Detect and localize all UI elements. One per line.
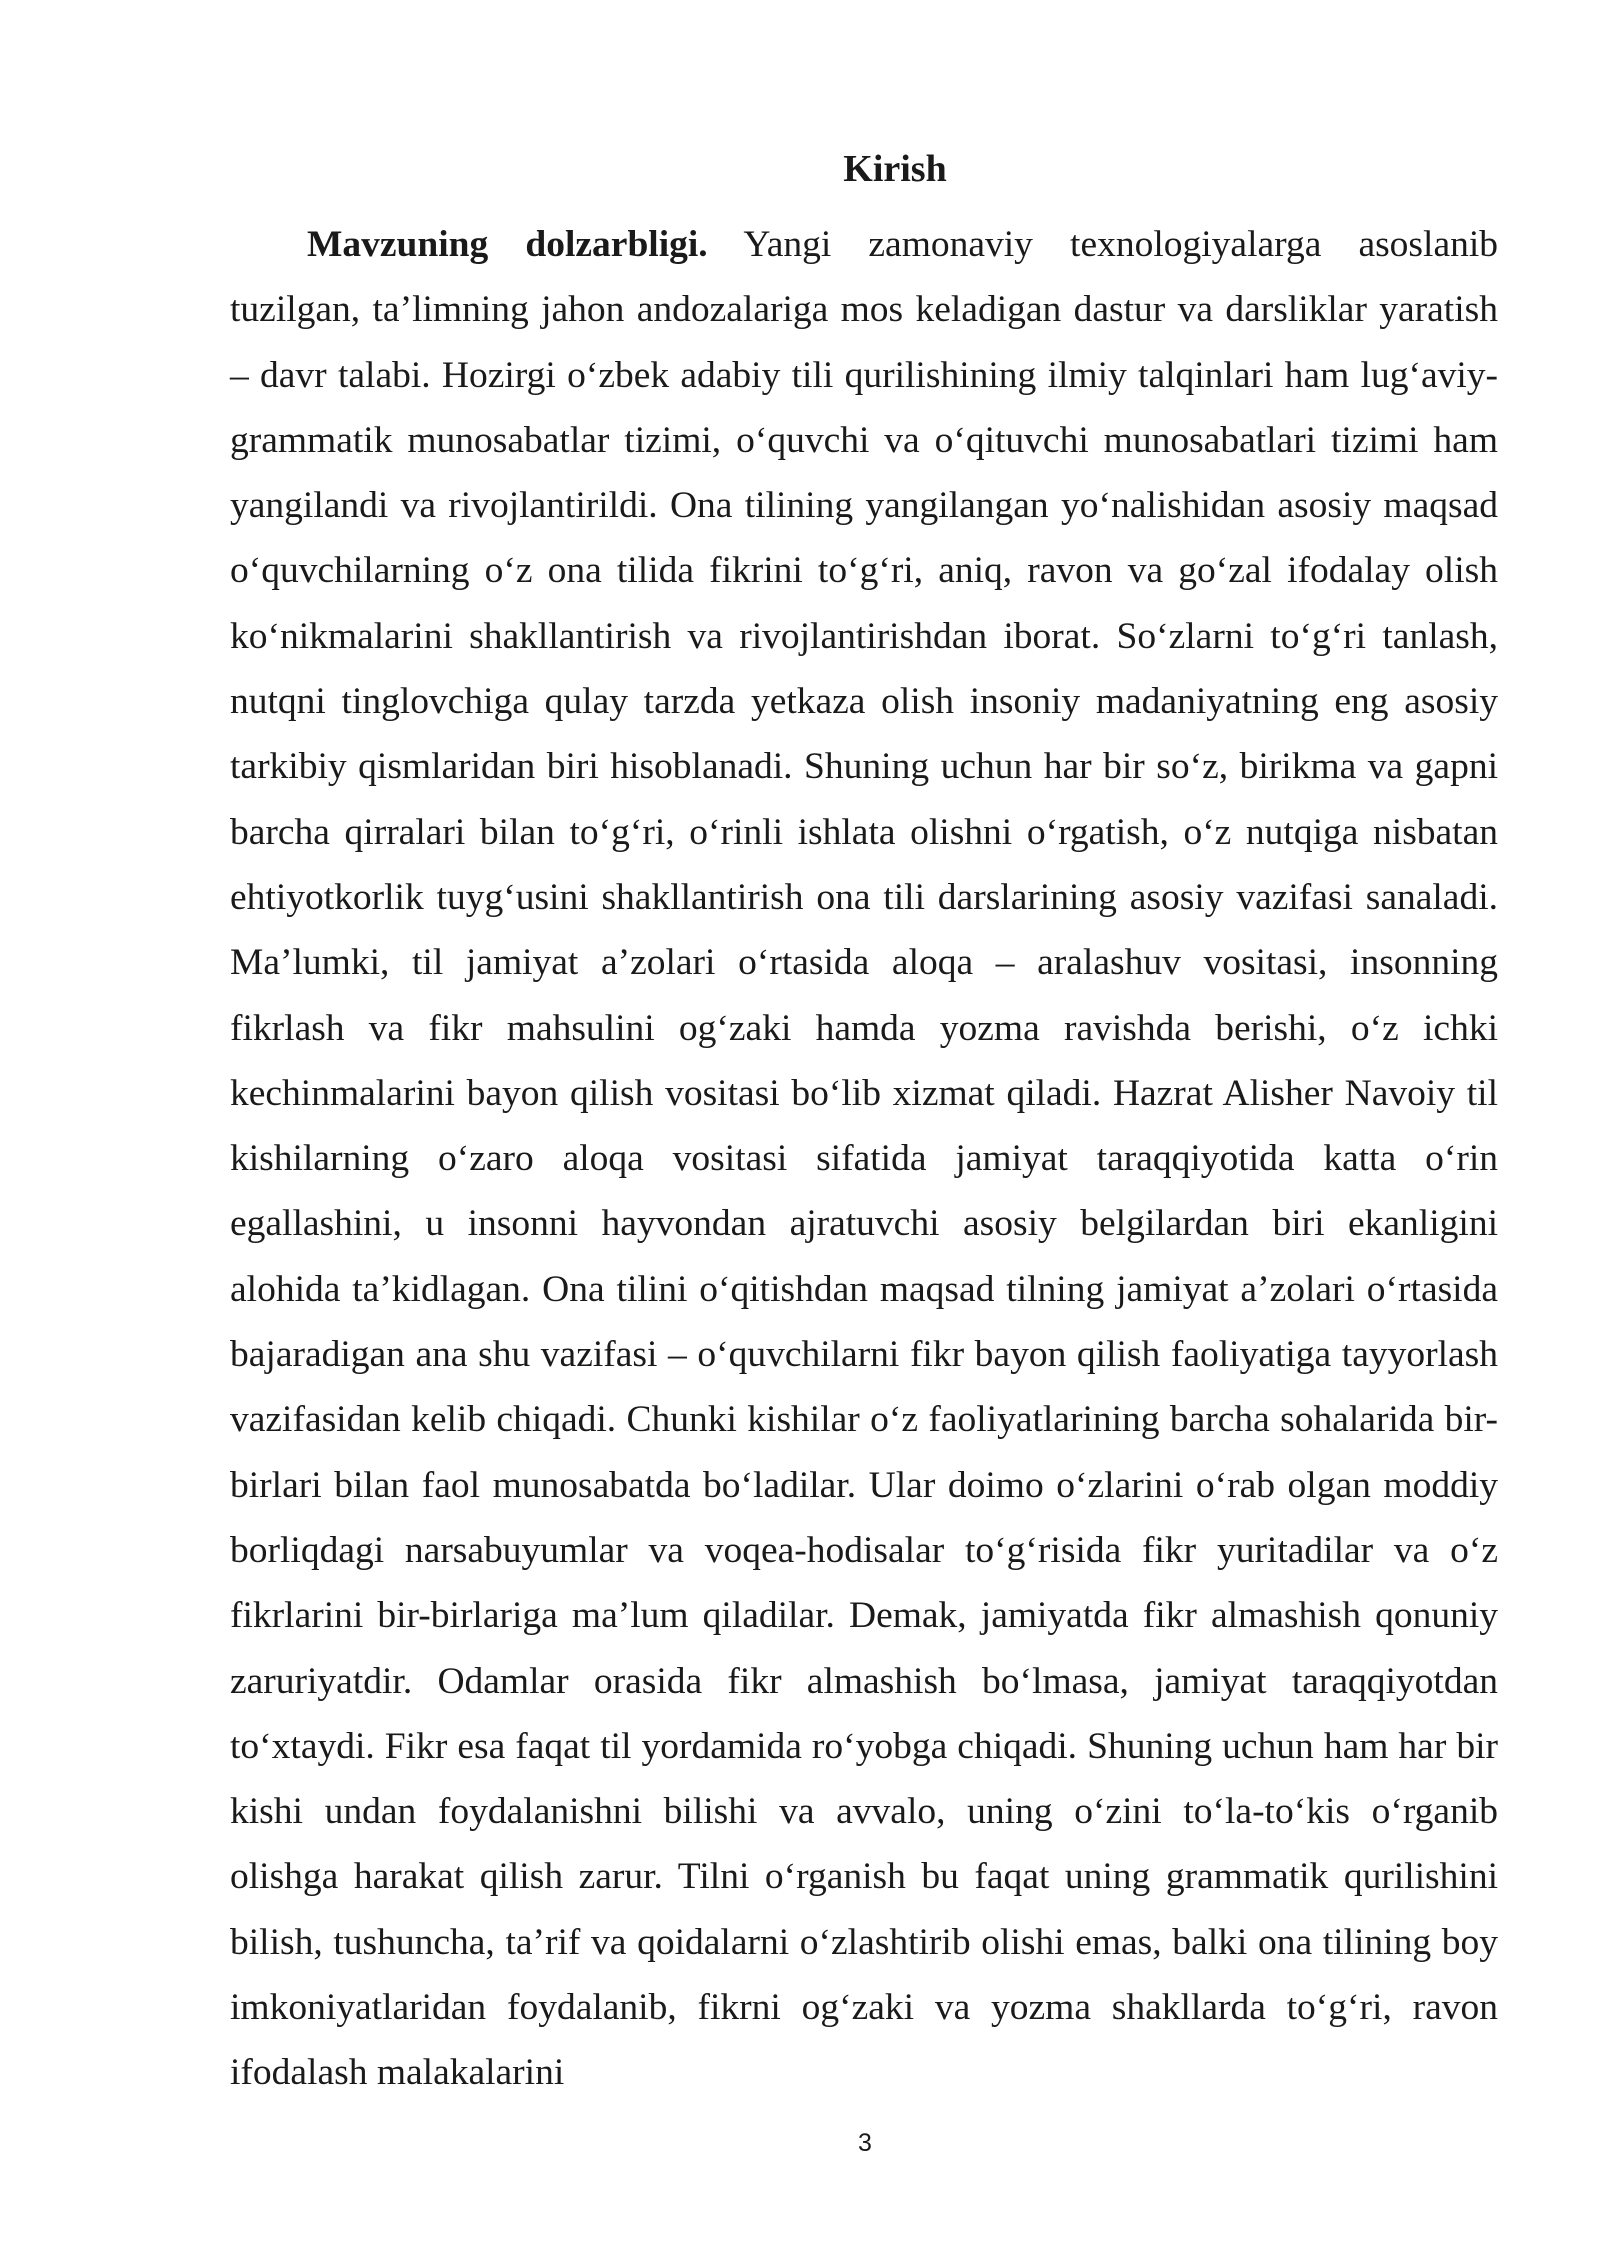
page-number: 3 — [858, 2129, 872, 2157]
section-heading: Kirish — [843, 148, 947, 190]
body-paragraph — [230, 212, 1498, 2106]
paragraph-lead: Mavzuning dolzarbligi. — [307, 224, 708, 265]
paragraph-body: Yangi zamonaviy texnologiyalarga asoslanib tuzilgan, ta’limning jahon andozalariga mos keladigan dastur va darsliklar yaratish – davr talabi. Hozirgi o‘zbek adabiy tili qurilishining ilmiy talqinlari ham lug‘aviy-grammatik munosabatlar tizimi, o‘quvchi va o‘qituvchi munosabatlari tizimi ham yangilandi va rivojlantirildi. Ona tilining yangilangan yo‘nalishidan asosiy maqsad o‘quvchilarning o‘z ona tilida fikrini to‘g‘ri, aniq, ravon va go‘zal ifodalay olish ko‘nikmalarini shakllantirish va rivojlantirishdan iborat. So‘zlarni to‘g‘ri tanlash, nutqni tinglovchiga qulay tarzda yetkaza olish insoniy madaniyatning eng asosiy tarkibiy qismlaridan biri hisoblanadi. Shuning uchun har bir so‘z, birikma va gapni barcha qirralari bilan to‘g‘ri, o‘rinli ishlata olishni o‘rgatish, o‘z nutqiga nisbatan ehtiyotkorlik tuyg‘usini shakllantirish ona tili darslarining asosiy vazifasi sanaladi. Ma’lumki, til jamiyat a’zolari o‘rtasida aloqa – aralashuv vositasi, insonning fikrlash va fikr mahsulini og‘zaki hamda yozma ravishda berishi, o‘z ichki kechinmalarini bayon qilish vositasi bo‘lib xizmat qiladi. Hazrat Alisher Navoiy til kishilarning o‘zaro aloqa vositasi sifatida jamiyat taraqqiyotida katta o‘rin egallashini, u insonni hayvondan ajratuvchi asosiy belgilardan biri ekanligini alohida ta’kidlagan. Ona tilini o‘qitishdan maqsad tilning jamiyat a’zolari o‘rtasida bajaradigan ana shu vazifasi – o‘quvchilarni fikr bayon qilish faoliyatiga tayyorlash vazifasidan kelib chiqadi. Chunki kishilar o‘z faoliyatlarining barcha sohalarida bir-birlari bilan faol munosabatda bo‘ladilar. Ular doimo o‘zlarini o‘rab olgan moddiy borliqdagi narsabuyumlar va voqea-hodisalar to‘g‘risida fikr yuritadilar va o‘z fikrlarini bir-birlariga ma’lum qiladilar. Demak, jamiyatda fikr almashish qonuniy zaruriyatdir. Odamlar orasida fikr almashish bo‘lmasa, jamiyat taraqqiyotdan to‘xtaydi. Fikr esa faqat til yordamida ro‘yobga chiqadi. Shuning uchun ham har bir kishi undan foydalanishni bilishi va avvalo, uning o‘zini to‘la-to‘kis o‘rganib olishga harakat qilish zarur. Tilni o‘rganish bu faqat uning grammatik qurilishini bilish, tushuncha, ta’rif va qoidalarni o‘zlashtirib olishi emas, balki ona tilining boy imkoniyatlaridan foydalanib, fikrni og‘zaki va yozma shakllarda to‘g‘ri, ravon ifodalash malakalarini — [230, 224, 1499, 2094]
